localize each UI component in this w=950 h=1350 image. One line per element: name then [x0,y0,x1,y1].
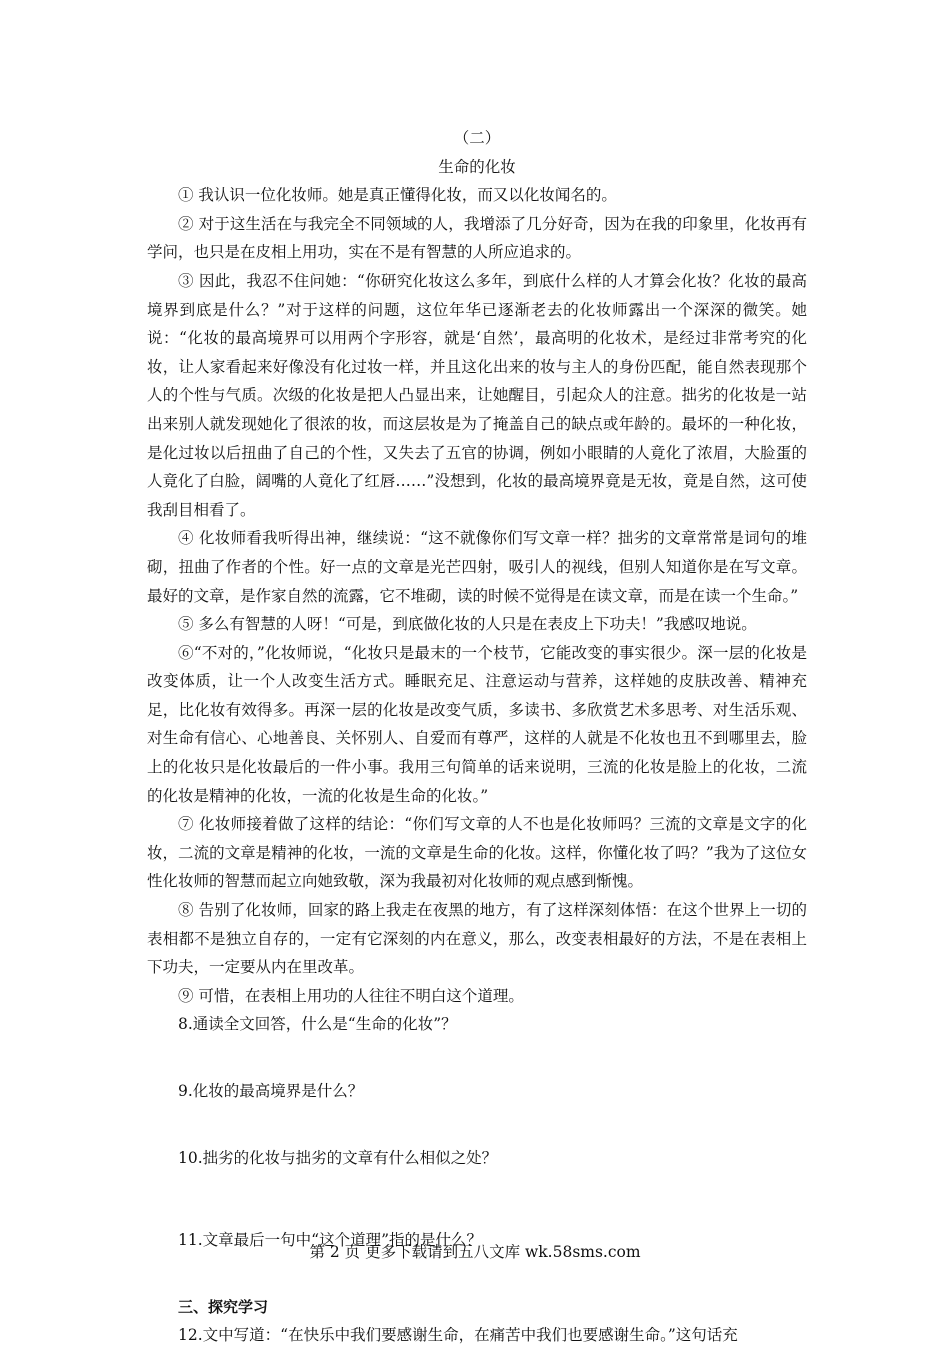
page-footer: 第 2 页 更多下载请到五八文库 wk.58sms.com [309,1243,641,1261]
paragraph-5: ⑤ 多么有智慧的人呀！“可是，到底做化妆的人只是在表皮上下功夫！”我感叹地说。 [178,615,757,634]
question-8: 8.通读全文回答，什么是“生命的化妆”？ [178,1015,457,1034]
paragraph-6: ⑥“不对的，”化妆师说，“化妆只是最末的一个枝节，它能改变的事实很少。深一层的化妆是改变体质，让一个人改变生活方式。睡眠充足、注意运动与营养，这样她的皮肤改善、精神充足，比化妆有效得多。再深一层的化妆是改变气质，多读书、多欣赏艺术多思考、对生活乐观、对生命有信心、心地善良、关怀别人、自爱而有尊严，这样的人就是不化妆也丑不到哪里去，脸上的化妆只是化妆最后的一件小事。我用三句简单的话来说明，三流的化妆是脸上的化妆，二流的化妆是精神的化妆，一流的化妆是生命的化妆。” [147,643,807,805]
section-heading: 三、探究学习 [178,1297,269,1316]
question-11: 11.文章最后一句中“这个道理”指的是什么？ [178,1231,482,1250]
paragraph-2: ② 对于这生活在与我完全不同领域的人，我增添了几分好奇，因为在我的印象里，化妆再有学问，也只是在皮相上用功，实在不是有智慧的人所应追求的。 [147,214,807,262]
answer-space [147,1106,807,1144]
article-title: 生命的化妆 [438,157,516,176]
question-12: 12.文中写道：“在快乐中我们要感谢生命，在痛苦中我们也要感谢生命。”这句话充 [178,1326,738,1345]
paragraph-3: ③ 因此，我忍不住问她：“你研究化妆这么多年，到底什么样的人才算会化妆？化妆的最高境界到底是什么？”对于这样的问题，这位年华已逐渐老去的化妆师露出一个深深的微笑。她说：“化妆的最高境界可以用两个字形容，就是‘自然’，最高明的化妆术，是经过非常考究的化妆，让人家看起来好像没有化过妆一样，并且这化出来的妆与主人的身份匹配，能自然表现那个人的个性与气质。次级的化妆是把人凸显出来，让她醒目，引起众人的注意。拙劣的化妆是一站出来别人就发现她化了很浓的妆，而这层妆是为了掩盖自己的缺点或年龄的。最坏的一种化妆，是化过妆以后扭曲了自己的个性，又失去了五官的协调，例如小眼睛的人竟化了浓眉，大脸蛋的人竟化了白脸，阔嘴的人竟化了红唇……”没想到，化妆的最高境界竟是无妆，竟是自然，这可使我刮目相看了。 [147,271,807,519]
page-content [147,124,807,1350]
section-marker: （二） [453,129,501,147]
answer-space [147,1039,807,1077]
question-9: 9.化妆的最高境界是什么？ [178,1082,364,1100]
paragraph-8: ⑧ 告别了化妆师，回家的路上我走在夜黑的地方，有了这样深刻体悟：在这个世界上一切的表相都不是独立自存的，一定有它深刻的内在意义，那么，改变表相最好的方法，不是在表相上下功夫，一定要从内在里改革。 [147,901,807,977]
paragraph-4: ④ 化妆师看我听得出神，继续说：“这不就像你们写文章一样？拙劣的文章常常是词句的堆砌，扭曲了作者的个性。好一点的文章是光芒四射，吸引人的视线，但别人知道你是在写文章。最好的文章，是作家自然的流露，它不堆砌，读的时候不觉得是在读文章，而是在读一个生命。” [147,529,807,605]
paragraph-1: ① 我认识一位化妆师。她是真正懂得化妆，而又以化妆闻名的。 [178,186,617,205]
paragraph-9: ⑨ 可惜，在表相上用功的人往往不明白这个道理。 [178,986,524,1005]
question-10: 10.拙劣的化妆与拙劣的文章有什么相似之处？ [178,1148,498,1167]
paragraph-7: ⑦ 化妆师接着做了这样的结论：“你们写文章的人不也是化妆师吗？三流的文章是文字的化妆，二流的文章是精神的化妆，一流的文章是生命的化妆。这样，你懂化妆了吗？”我为了这位女性化妆师的智慧而起立向她致敬，深为我最初对化妆师的观点感到惭愧。 [147,815,807,891]
answer-space [147,1172,807,1226]
